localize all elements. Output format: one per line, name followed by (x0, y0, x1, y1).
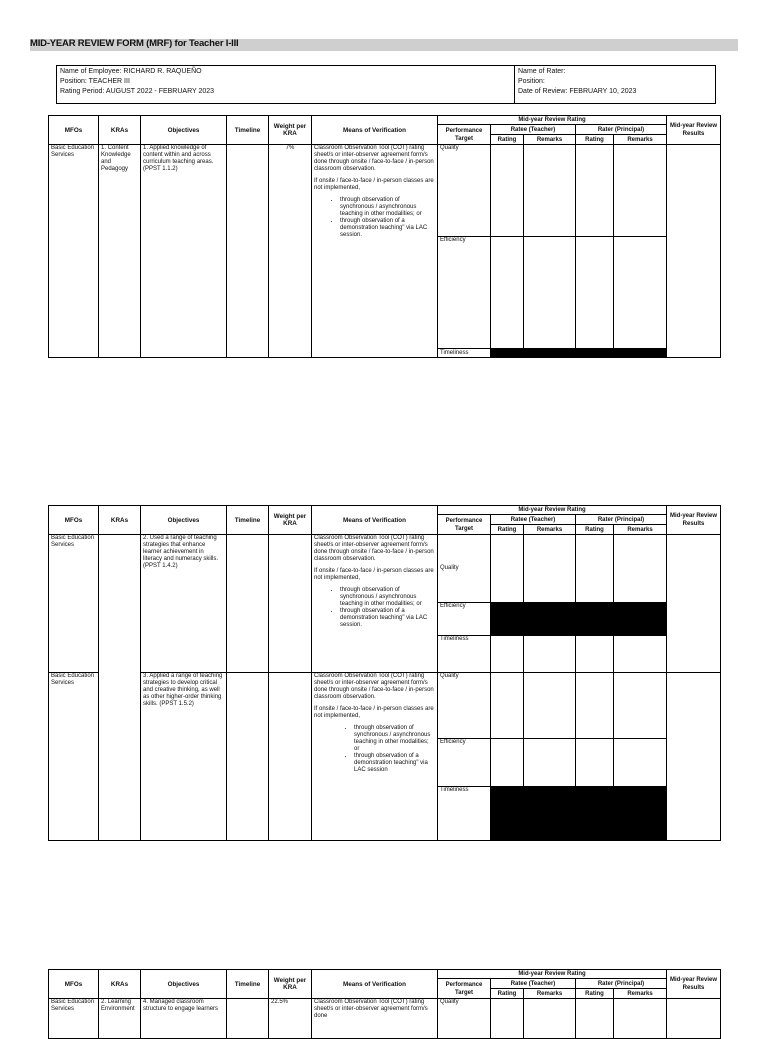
header-kras: KRAs (99, 116, 141, 145)
header-ratee-rating: Rating (491, 989, 524, 999)
mov-condition: If onsite / face-to-face / in-person classes are not implemented, (314, 706, 434, 719)
mov-cell (312, 999, 438, 1039)
mov-text: Classroom Observation Tool (COT) rating sheet/s or inter-observer agreement form/s done through onsite / face-to-face / in-person classroom observation. (314, 673, 434, 700)
header-mov: Means of Verification (312, 970, 438, 999)
header-rater: Rater (Principal) (576, 515, 667, 525)
header-midyear-rating: Mid-year Review Rating (438, 970, 667, 979)
header-rater: Rater (Principal) (576, 979, 667, 989)
rating-cell[interactable] (576, 237, 614, 349)
rating-cell[interactable] (576, 739, 614, 787)
weight-cell (269, 673, 312, 841)
header-rater: Rater (Principal) (576, 125, 667, 135)
header-performance-target: Performance Target (438, 515, 491, 535)
blacked-out-cell (524, 603, 576, 636)
kra-cell (99, 535, 141, 841)
header-midyear-results: Mid-year Review Results (667, 116, 721, 145)
header-timeline: Timeline (227, 970, 269, 999)
remarks-cell[interactable] (614, 739, 667, 787)
kra-cell: 1. Content Knowledge and Pedagogy (99, 145, 141, 358)
mov-list-item: • through observation of synchronous / asynchronous teaching in other modalities; or (354, 725, 435, 753)
header-ratee: Ratee (Teacher) (491, 515, 576, 525)
header-mov: Means of Verification (312, 506, 438, 535)
blacked-out-cell (614, 603, 667, 636)
header-weight: Weight per KRA (269, 506, 312, 535)
rating-cell[interactable] (491, 999, 524, 1039)
quality-label: Quality (438, 535, 491, 603)
efficiency-label: Efficiency (438, 739, 491, 787)
efficiency-label: Efficiency (438, 603, 491, 636)
objective-cell: 2. Used a range of teaching strategies that enhance learner achievement in literacy and numeracy skills. (PPST 1.4.2) (141, 535, 227, 673)
rating-cell[interactable] (576, 673, 614, 739)
header-weight: Weight per KRA (269, 970, 312, 999)
rating-cell[interactable] (491, 739, 524, 787)
blacked-out-cell (576, 787, 614, 841)
remarks-cell[interactable] (524, 145, 576, 237)
blacked-out-cell (524, 787, 576, 841)
quality-label: Quality (438, 999, 491, 1039)
remarks-cell[interactable] (614, 636, 667, 673)
header-ratee-remarks: Remarks (524, 525, 576, 535)
info-divider (514, 66, 515, 103)
rating-cell[interactable] (491, 673, 524, 739)
remarks-cell[interactable] (614, 999, 667, 1039)
header-mfos: MFOs (49, 506, 99, 535)
header-timeline: Timeline (227, 116, 269, 145)
rating-cell[interactable] (576, 999, 614, 1039)
header-kras: KRAs (99, 506, 141, 535)
mfo-cell: Basic Education Services (49, 535, 99, 673)
results-cell[interactable] (667, 145, 721, 358)
header-ratee: Ratee (Teacher) (491, 979, 576, 989)
efficiency-label: Efficiency (438, 237, 491, 349)
objective-cell: 4. Managed classroom structure to engage learners (141, 999, 227, 1039)
header-ratee-remarks: Remarks (524, 989, 576, 999)
blacked-out-cell (491, 603, 524, 636)
timeline-cell (227, 999, 269, 1039)
kra-table-1 (48, 115, 721, 358)
blacked-out-cell (524, 349, 576, 358)
remarks-cell[interactable] (614, 535, 667, 603)
header-mov: Means of Verification (312, 116, 438, 145)
mov-text: Classroom Observation Tool (COT) rating sheet/s or inter-observer agreement form/s done through onsite / face-to-face / in-person classroom observation. (314, 145, 434, 172)
header-weight: Weight per KRA (269, 116, 312, 145)
weight-cell: 7% (269, 145, 312, 358)
remarks-cell[interactable] (524, 739, 576, 787)
mov-list-item: • through observation of synchronous / asynchronous teaching in other modalities; or (340, 197, 435, 218)
mov-cell (312, 673, 438, 841)
weight-cell: 22.5% (269, 999, 312, 1039)
mfo-cell: Basic Education Services (49, 999, 99, 1039)
mfo-cell: Basic Education Services (49, 145, 99, 358)
blacked-out-cell (614, 787, 667, 841)
header-kras: KRAs (99, 970, 141, 999)
rater-name: Name of Rater: (518, 68, 566, 75)
objective-cell: 1. Applied knowledge of content within and across curriculum teaching areas. (PPST 1.1.2) (141, 145, 227, 358)
header-performance-target: Performance Target (438, 979, 491, 999)
timeline-cell (227, 145, 269, 358)
rating-cell[interactable] (576, 535, 614, 603)
blacked-out-cell (491, 787, 524, 841)
results-cell[interactable] (667, 999, 721, 1039)
header-objectives: Objectives (141, 506, 227, 535)
mov-list (314, 197, 435, 239)
rating-cell[interactable] (491, 145, 524, 237)
header-mfos: MFOs (49, 116, 99, 145)
timeliness-label: Timeliness (438, 787, 491, 841)
header-rater-remarks: Remarks (614, 989, 667, 999)
kra-table-2 (48, 505, 721, 841)
rating-cell[interactable] (491, 535, 524, 603)
mov-list-item: • through observation of synchronous / asynchronous teaching in other modalities; or (340, 587, 435, 608)
header-rater-remarks: Remarks (614, 525, 667, 535)
rater-position: Position: (518, 78, 545, 85)
timeline-cell (227, 535, 269, 673)
quality-label: Quality (438, 673, 491, 739)
employee-name: Name of Employee: RICHARD R. RAQUEÑO (60, 68, 202, 75)
employee-position: Position: TEACHER III (60, 78, 130, 85)
header-rater-remarks: Remarks (614, 135, 667, 145)
mov-list (314, 725, 435, 774)
header-mfos: MFOs (49, 970, 99, 999)
objective-cell: 3. Applied a range of teaching strategies to develop critical and creative thinking, as well as other higher-order thinking skills. (PPST 1.5.2) (141, 673, 227, 841)
header-timeline: Timeline (227, 506, 269, 535)
rating-cell[interactable] (576, 145, 614, 237)
header-ratee: Ratee (Teacher) (491, 125, 576, 135)
timeliness-label: Timeliness (438, 349, 491, 358)
kra-table-3 (48, 969, 721, 1039)
header-rater-rating: Rating (576, 525, 614, 535)
blacked-out-cell (614, 349, 667, 358)
header-midyear-results: Mid-year Review Results (667, 506, 721, 535)
mov-list-item: • through observation of a demonstration teaching" via LAC session (354, 753, 435, 774)
rating-cell[interactable] (576, 636, 614, 673)
mov-text: Classroom Observation Tool (COT) rating sheet/s or inter-observer agreement form/s done through onsite / face-to-face / in-person classroom observation. (314, 535, 434, 562)
remarks-cell[interactable] (524, 636, 576, 673)
mfo-cell: Basic Education Services (49, 673, 99, 841)
header-objectives: Objectives (141, 116, 227, 145)
info-box (56, 65, 716, 104)
header-midyear-results: Mid-year Review Results (667, 970, 721, 999)
form-title: MID-YEAR REVIEW FORM (MRF) for Teacher I-III (30, 38, 239, 49)
remarks-cell[interactable] (524, 673, 576, 739)
remarks-cell[interactable] (614, 673, 667, 739)
form-title-bar (30, 39, 738, 51)
kra-cell: 2. Learning Environment (99, 999, 141, 1039)
mov-text: Classroom Observation Tool (COT) rating sheet/s or inter-observer agreement form/s done (314, 999, 428, 1019)
results-cell[interactable] (667, 535, 721, 673)
remarks-cell[interactable] (524, 999, 576, 1039)
mov-list (314, 587, 435, 629)
quality-label: Quality (438, 145, 491, 237)
mov-cell (312, 145, 438, 358)
mov-condition: If onsite / face-to-face / in-person classes are not implemented, (314, 178, 434, 191)
timeliness-label: Timeliness (438, 636, 491, 673)
timeline-cell (227, 673, 269, 841)
header-ratee-remarks: Remarks (524, 135, 576, 145)
blacked-out-cell (576, 349, 614, 358)
header-objectives: Objectives (141, 970, 227, 999)
mov-list-item: • through observation of a demonstration teaching" via LAC session. (340, 218, 435, 239)
remarks-cell[interactable] (614, 237, 667, 349)
results-cell[interactable] (667, 673, 721, 841)
header-ratee-rating: Rating (491, 135, 524, 145)
rating-cell[interactable] (491, 636, 524, 673)
weight-cell (269, 535, 312, 673)
rating-cell[interactable] (491, 237, 524, 349)
blacked-out-cell (576, 603, 614, 636)
rating-period: Rating Period: AUGUST 2022 - FEBRUARY 2023 (60, 88, 215, 95)
header-performance-target: Performance Target (438, 125, 491, 145)
mov-cell (312, 535, 438, 673)
header-rater-rating: Rating (576, 989, 614, 999)
header-midyear-rating: Mid-year Review Rating (438, 116, 667, 125)
remarks-cell[interactable] (614, 145, 667, 237)
blacked-out-cell (491, 349, 524, 358)
header-ratee-rating: Rating (491, 525, 524, 535)
mov-condition: If onsite / face-to-face / in-person classes are not implemented, (314, 568, 434, 581)
header-midyear-rating: Mid-year Review Rating (438, 506, 667, 515)
remarks-cell[interactable] (524, 237, 576, 349)
mov-list-item: • through observation of a demonstration teaching" via LAC session. (340, 608, 435, 629)
header-rater-rating: Rating (576, 135, 614, 145)
remarks-cell[interactable] (524, 535, 576, 603)
review-date: Date of Review: FEBRUARY 10, 2023 (518, 88, 637, 95)
